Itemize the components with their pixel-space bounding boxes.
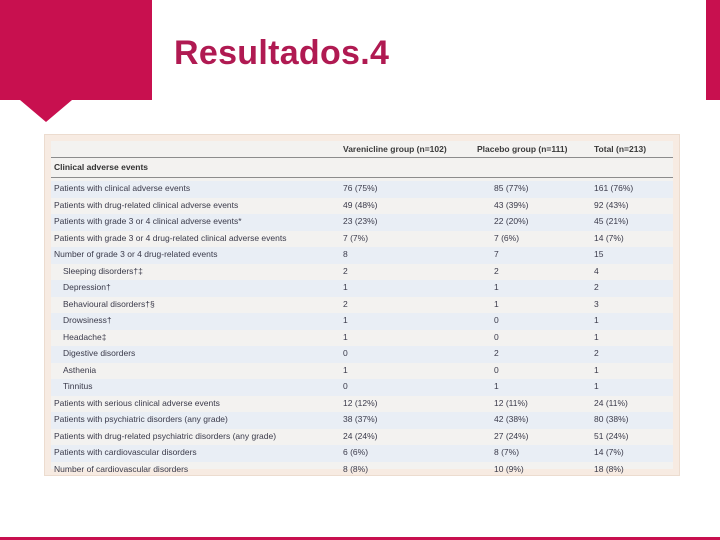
row-label: Behavioural disorders†§	[63, 298, 155, 309]
varenicline-cell: 2	[343, 298, 348, 309]
total-cell: 51 (24%)	[594, 430, 629, 441]
total-cell: 80 (38%)	[594, 414, 629, 424]
table-row	[51, 198, 673, 215]
total-cell: 18 (8%)	[594, 463, 624, 474]
varenicline-cell: 1	[343, 282, 348, 292]
varenicline-cell: 1	[343, 315, 348, 325]
table-row	[51, 247, 673, 264]
varenicline-cell: 1	[343, 364, 348, 375]
header-rule	[51, 157, 673, 158]
varenicline-cell: 76 (75%)	[343, 183, 378, 193]
table-row	[51, 445, 673, 462]
placebo-cell: 12 (11%)	[494, 397, 528, 408]
table-row	[51, 330, 673, 347]
varenicline-cell: 1	[343, 331, 348, 342]
placebo-cell: 42 (38%)	[494, 414, 529, 424]
table-row	[51, 396, 673, 413]
row-label: Asthenia	[63, 364, 97, 375]
row-label: Tinnitus	[63, 381, 93, 391]
results-table	[51, 141, 673, 474]
total-cell: 45 (21%)	[594, 216, 629, 226]
total-cell: 1	[594, 331, 599, 342]
placebo-cell: 0	[494, 315, 499, 325]
row-label: Sleeping disorders†‡	[63, 265, 143, 276]
table-body	[51, 181, 673, 478]
total-cell: 4	[594, 265, 599, 276]
total-cell: 1	[594, 315, 599, 325]
placebo-cell: 2	[494, 348, 499, 358]
table-row	[51, 214, 673, 231]
row-label: Patients with drug-related psychiatric disorders (any grade)	[54, 430, 277, 441]
row-label: Patients with psychiatric disorders (any grade)	[54, 414, 228, 424]
row-label: Drowsiness†	[63, 315, 112, 325]
row-label: Digestive disorders	[63, 348, 136, 358]
row-label: Patients with drug-related clinical adverse events	[54, 199, 239, 210]
total-cell: 14 (7%)	[594, 447, 624, 457]
table-row	[51, 264, 673, 281]
row-label: Patients with grade 3 or 4 clinical adverse events*	[54, 216, 242, 226]
varenicline-cell: 24 (24%)	[343, 430, 378, 441]
total-cell: 15	[594, 249, 604, 259]
row-label: Number of grade 3 or 4 drug-related events	[54, 249, 218, 259]
placebo-cell: 22 (20%)	[494, 216, 529, 226]
total-cell: 24 (11%)	[594, 397, 628, 408]
placebo-cell: 85 (77%)	[494, 183, 529, 193]
total-cell: 2	[594, 348, 599, 358]
varenicline-cell: 0	[343, 348, 348, 358]
varenicline-cell: 23 (23%)	[343, 216, 378, 226]
row-label: Patients with grade 3 or 4 drug-related clinical adverse events	[54, 232, 287, 243]
total-cell: 2	[594, 282, 599, 292]
varenicline-cell: 0	[343, 381, 348, 391]
placebo-cell: 1	[494, 282, 499, 292]
table-row	[51, 412, 673, 429]
row-label: Patients with cardiovascular disorders	[54, 447, 197, 457]
table-row	[51, 181, 673, 198]
placebo-cell: 0	[494, 364, 499, 375]
placebo-cell: 27 (24%)	[494, 430, 529, 441]
total-cell: 92 (43%)	[594, 199, 629, 210]
section-rule	[51, 177, 673, 178]
placebo-cell: 7 (6%)	[494, 232, 520, 243]
varenicline-cell: 12 (12%)	[343, 397, 378, 408]
row-label: Patients with serious clinical adverse events	[54, 397, 220, 408]
placebo-cell: 0	[494, 331, 499, 342]
placebo-cell: 43 (39%)	[494, 199, 529, 210]
table-row	[51, 346, 673, 363]
table-row	[51, 280, 673, 297]
placebo-cell: 2	[494, 265, 499, 276]
total-cell: 3	[594, 298, 599, 309]
section-label: Clinical adverse events	[54, 162, 149, 172]
table-row	[51, 313, 673, 330]
table-row	[51, 363, 673, 380]
total-cell: 14 (7%)	[594, 232, 624, 243]
row-label: Depression†	[63, 282, 111, 292]
placebo-cell: 8 (7%)	[494, 447, 520, 457]
varenicline-cell: 38 (37%)	[343, 414, 378, 424]
accent-notch-shape	[20, 100, 72, 122]
table-row	[51, 429, 673, 446]
varenicline-cell: 7 (7%)	[343, 232, 369, 243]
total-cell: 1	[594, 364, 599, 375]
slide-title: Resultados.4	[174, 34, 390, 72]
results-table-image	[44, 134, 680, 476]
total-cell: 1	[594, 381, 599, 391]
varenicline-cell: 6 (6%)	[343, 447, 369, 457]
table-row	[51, 231, 673, 248]
right-accent-bar	[706, 0, 720, 100]
header-placebo: Placebo group (n=111)	[477, 144, 568, 154]
placebo-cell: 10 (9%)	[494, 463, 524, 474]
total-cell: 161 (76%)	[594, 183, 634, 193]
table-row	[51, 297, 673, 314]
table-row	[51, 462, 673, 479]
placebo-cell: 1	[494, 298, 499, 309]
varenicline-cell: 49 (48%)	[343, 199, 378, 210]
varenicline-cell: 8 (8%)	[343, 463, 369, 474]
varenicline-cell: 2	[343, 265, 348, 276]
table-row	[51, 379, 673, 396]
placebo-cell: 1	[494, 381, 499, 391]
header-total: Total (n=213)	[594, 144, 647, 154]
row-label: Patients with clinical adverse events	[54, 183, 191, 193]
table-header	[51, 141, 673, 157]
placebo-cell: 7	[494, 249, 499, 259]
row-label: Number of cardiovascular disorders	[54, 463, 189, 474]
title-accent-block	[0, 0, 152, 100]
varenicline-cell: 8	[343, 249, 348, 259]
row-label: Headache‡	[63, 331, 107, 342]
header-varenicline: Varenicline group (n=102)	[343, 144, 447, 154]
